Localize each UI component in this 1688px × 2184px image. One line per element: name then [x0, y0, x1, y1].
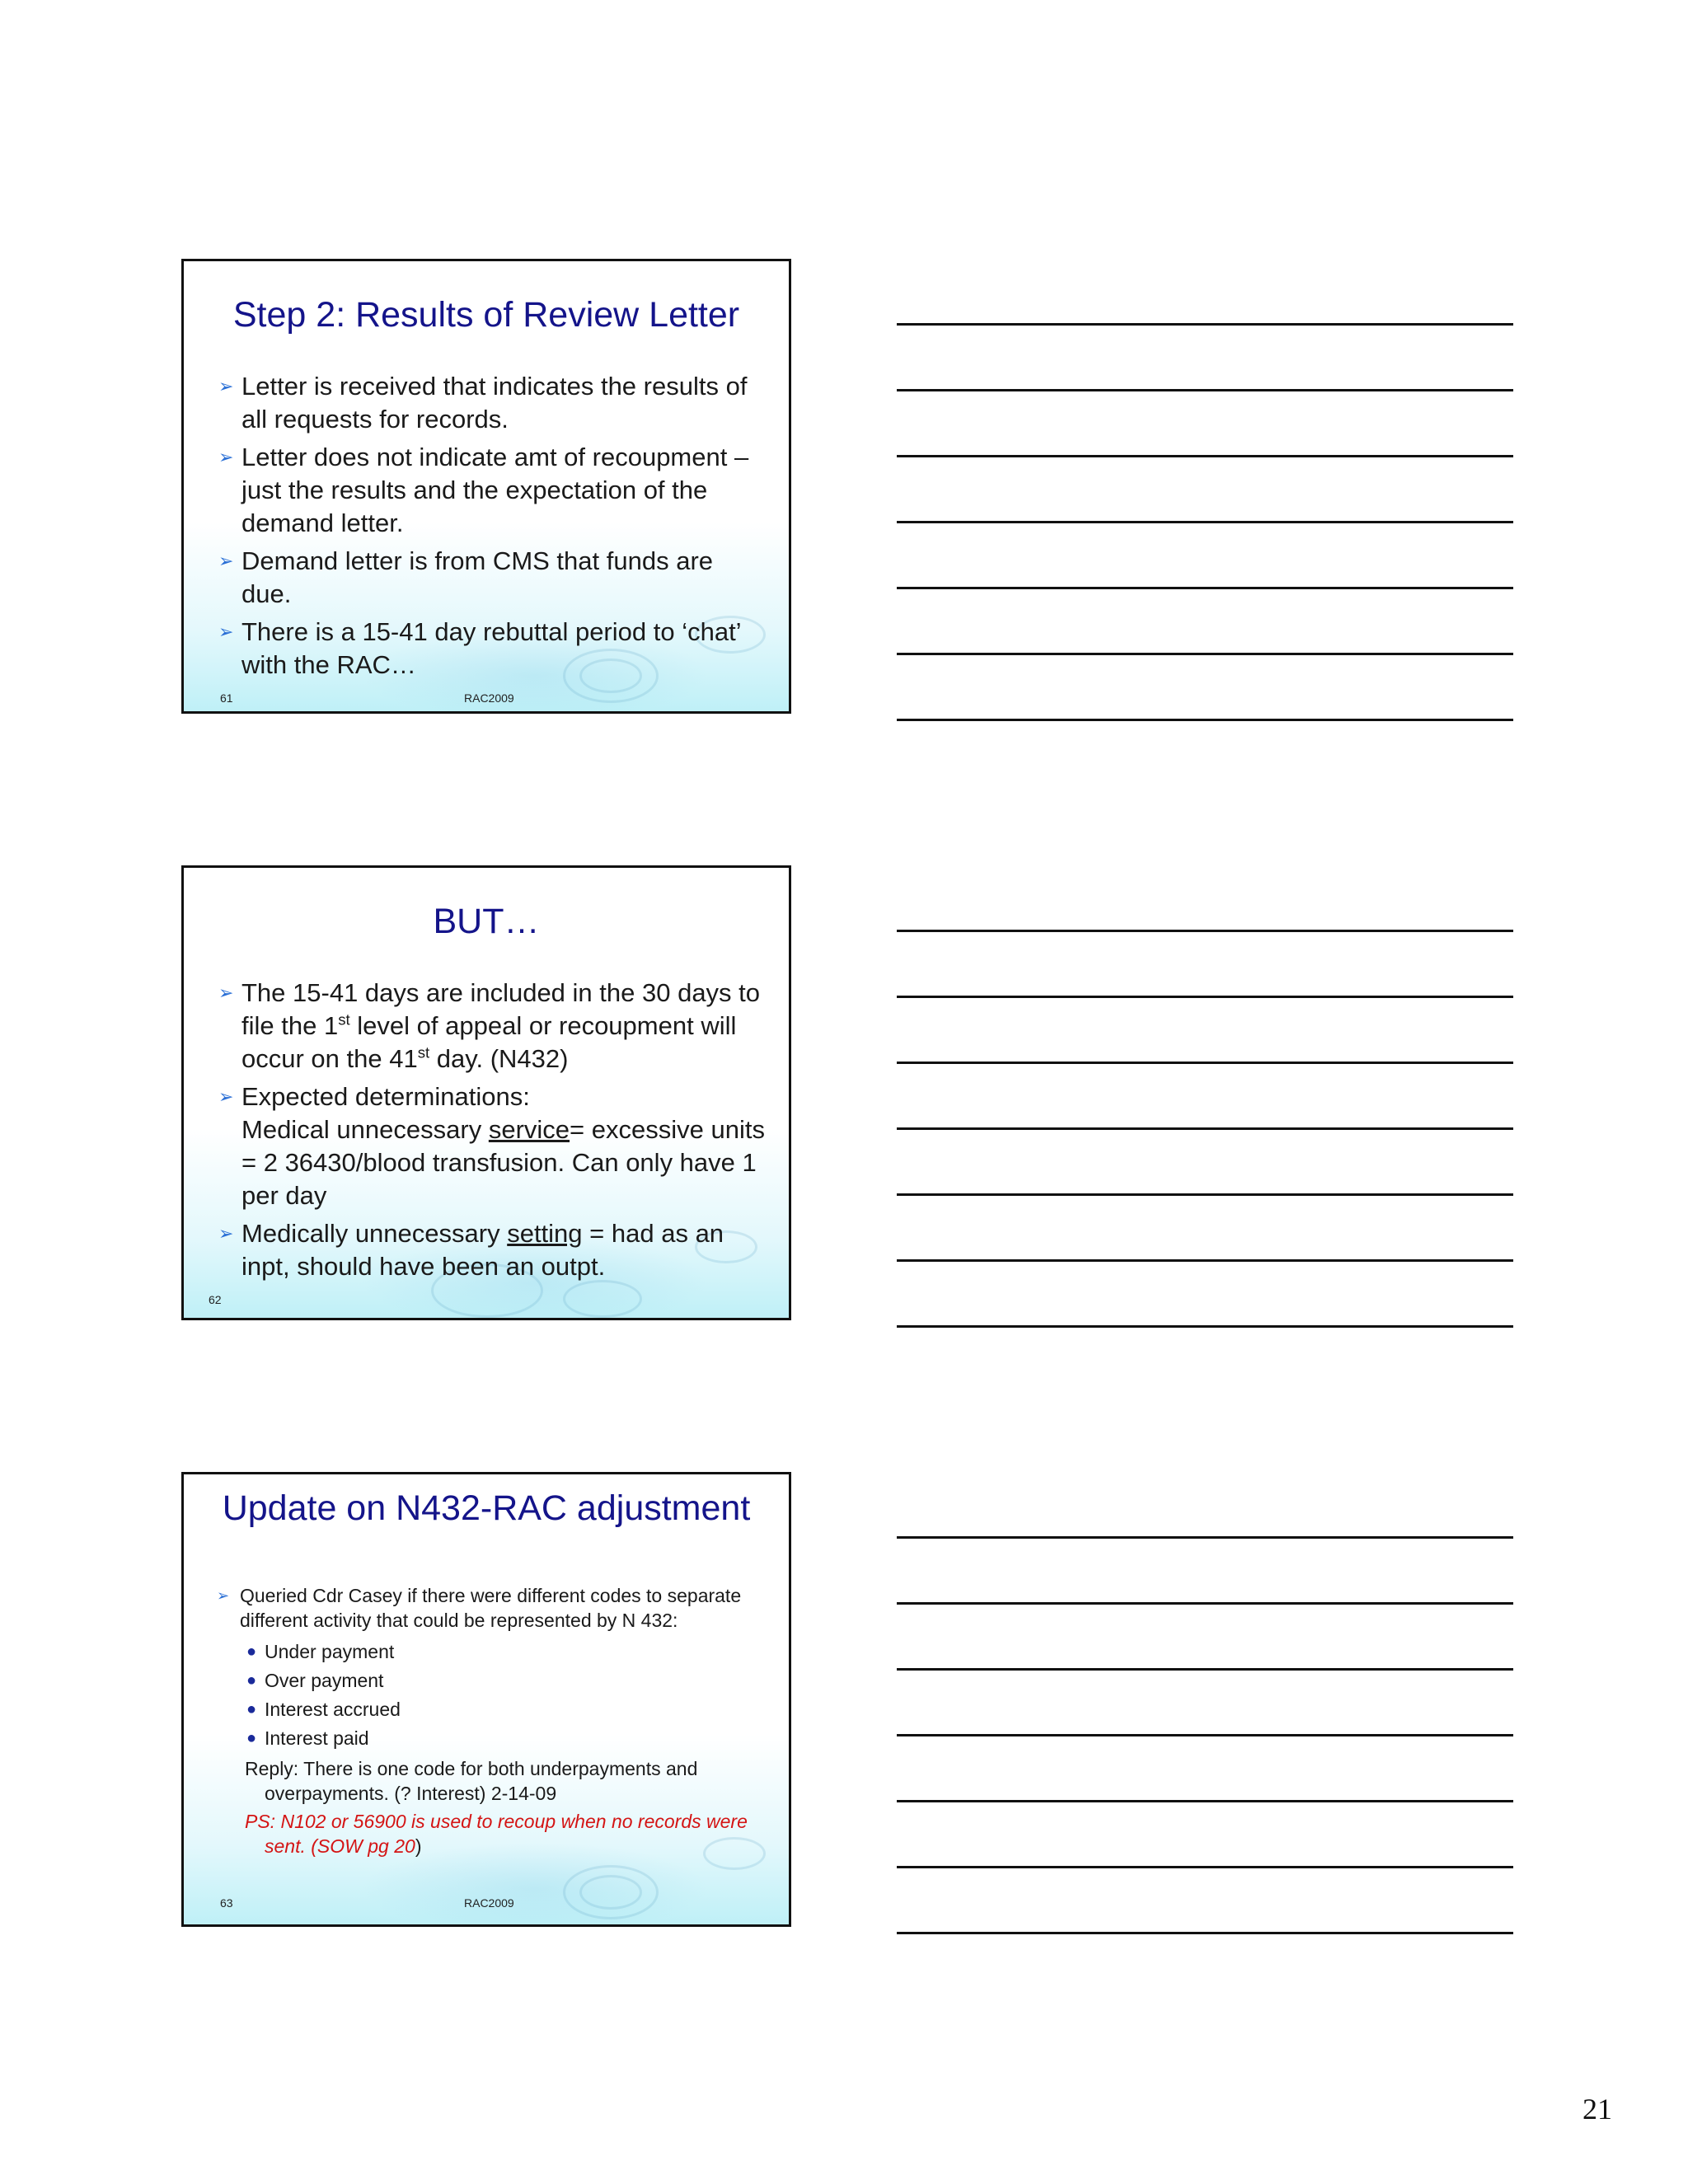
bullet-item: ➢ There is a 15-41 day rebuttal period to ‘chat’ with the RAC… — [218, 617, 741, 679]
arrow-bullet-icon: ➢ — [218, 376, 234, 396]
slide-footer: RAC2009 — [464, 691, 514, 705]
note-line — [897, 587, 1513, 589]
sub-list — [217, 1638, 766, 1753]
dot-bullet-icon: ● — [246, 1700, 257, 1718]
note-line — [897, 1536, 1513, 1539]
bullet-item: ➢ Letter does not indicate amt of recoupment – just the results and the expectation of the demand letter. — [218, 443, 749, 537]
slide-number: 61 — [220, 691, 233, 705]
note-line — [897, 996, 1513, 998]
slide-footer: RAC2009 — [464, 1896, 514, 1910]
dot-bullet-icon: ● — [246, 1643, 257, 1661]
arrow-bullet-icon: ➢ — [218, 1086, 234, 1107]
slide-title: Step 2: Results of Review Letter — [232, 295, 740, 335]
slide-title: BUT… — [433, 902, 540, 941]
page-number: 21 — [1582, 2093, 1612, 2125]
note-line — [897, 1932, 1513, 1934]
slide-number: 62 — [209, 1293, 222, 1306]
note-line — [897, 1668, 1513, 1671]
sub-item: ● Over payment — [217, 1666, 766, 1695]
sub-item: ● Interest accrued — [217, 1695, 766, 1724]
arrow-bullet-icon: ➢ — [218, 982, 234, 1003]
bullet-list — [218, 370, 769, 687]
note-line — [897, 1259, 1513, 1262]
slide-number: 63 — [220, 1896, 233, 1910]
dot-bullet-icon: ● — [246, 1729, 257, 1747]
note-line — [897, 1866, 1513, 1868]
bullet-item: ➢ The 15-41 days are included in the 30 days to file the 1st level of appeal or recoupment will occur on the 41st day. (N432) — [218, 978, 761, 1073]
note-line — [897, 719, 1513, 721]
note-line — [897, 1800, 1513, 1802]
ps-text: PS: N102 or 56900 is used to recoup when no records were sent. (SOW pg 20) — [245, 1811, 748, 1857]
bullet-item: ➢ Queried Cdr Casey if there were different codes to separate different activity that could be represented by N 432: — [217, 1585, 742, 1631]
arrow-bullet-icon: ➢ — [217, 1587, 230, 1604]
note-line — [897, 389, 1513, 391]
note-line — [897, 1193, 1513, 1196]
slide-title: Update on N432-RAC adjustment — [222, 1488, 751, 1528]
arrow-bullet-icon: ➢ — [218, 1223, 234, 1244]
bullet-item: ➢ Demand letter is from CMS that funds are due. — [218, 546, 714, 608]
note-line — [897, 1734, 1513, 1736]
sub-item: ● Interest paid — [217, 1724, 766, 1753]
bullet-list — [218, 977, 769, 1288]
sub-item: ● Under payment — [217, 1638, 766, 1666]
arrow-bullet-icon: ➢ — [218, 621, 234, 642]
note-line — [897, 930, 1513, 932]
slide-63 — [181, 1472, 791, 1927]
arrow-bullet-icon: ➢ — [218, 551, 234, 571]
bullet-item: ➢ Medically unnecessary setting = had as an inpt, should have been an outpt. — [218, 1219, 724, 1281]
bullet-list — [217, 1583, 766, 1858]
reply-text: Reply: There is one code for both underpayments and overpayments. (? Interest) 2-14-09 — [245, 1758, 698, 1804]
note-line — [897, 323, 1513, 326]
note-line — [897, 1325, 1513, 1328]
note-line — [897, 653, 1513, 655]
bullet-item: ➢ Expected determinations: Medical unnecessary service= excessive units = 2 36430/blood transfusion. Can only have 1 per day — [218, 1082, 765, 1210]
bullet-item: ➢ Letter is received that indicates the results of all requests for records. — [218, 372, 748, 434]
note-line — [897, 1062, 1513, 1064]
slide-61 — [181, 259, 791, 714]
slide-62 — [181, 865, 791, 1320]
dot-bullet-icon: ● — [246, 1671, 257, 1690]
note-line — [897, 521, 1513, 523]
note-line — [897, 455, 1513, 457]
note-line — [897, 1127, 1513, 1130]
arrow-bullet-icon: ➢ — [218, 447, 234, 467]
note-line — [897, 1602, 1513, 1605]
